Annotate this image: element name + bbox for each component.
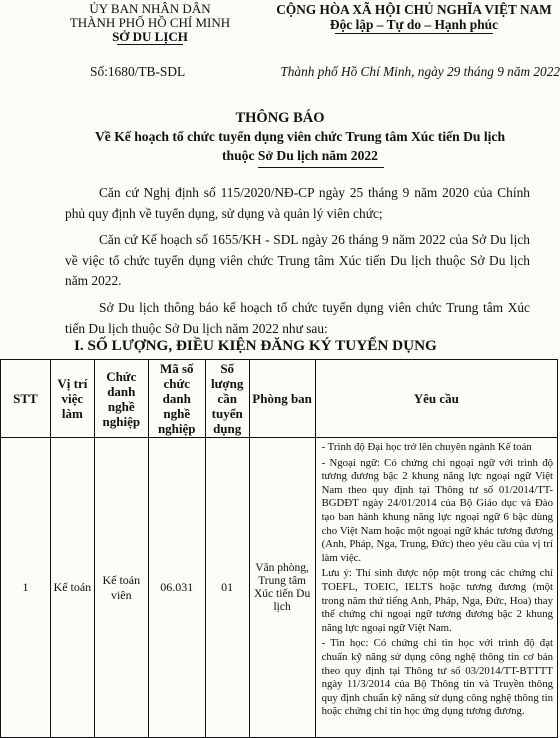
section-heading: I. SỐ LƯỢNG, ĐIỀU KIỆN ĐĂNG KÝ TUYỂN DỤNG (74, 337, 437, 354)
issuer-line1: ỦY BAN NHÂN DÂN (89, 1, 211, 16)
table-header-row (1, 360, 558, 438)
cell-department: Văn phòng, Trung tâm Xúc tiến Du lịch (249, 438, 315, 738)
requirement-foreign-language: - Ngoại ngữ: Có chứng chỉ ngoại ngữ với trình độ tương đương bậc 2 khung năng lực ngoại ngữ Việt Nam theo quy định tại Thông tư số 01/2014/TT-BGDĐT ngày 24/01/2014 của Bộ Giáo dục và Đào tạo ban hành khung năng lực ngoại ngữ 6 bậc dùng cho Việt Nam hoặc một ngoại ngữ khác tương đương (Anh, Pháp, Nga, Trung, Đức) theo yêu cầu của vị trí làm việc. (321, 456, 553, 564)
notice-subtitle-1: Về Kế hoạch tổ chức tuyển dụng viên chức Trung tâm Xúc tiến Du lịch (94, 129, 506, 144)
cell-stt: 1 (1, 438, 51, 738)
requirement-note: Lưu ý: Thí sinh được nộp một trong các chứng chỉ TOEFL, TOEIC, IELTS hoặc tương đương (một trong năm thứ tiếng Anh, Pháp, Nga, Đức, Hoa) thay thế chứng chỉ ngoại ngữ tương đương bậc 2 khung năng lực ngoại ngữ Việt Nam. (321, 567, 553, 634)
notice-subtitle-2: thuộc Sở Du lịch năm 2022 (222, 148, 378, 163)
country-name: CỘNG HÒA XÃ HỘI CHỦ NGHĨA VIỆT NAM (276, 2, 552, 17)
cell-requirements (315, 438, 557, 738)
requirement-education: - Trình độ Đại học trở lên chuyên ngành Kế toán (321, 441, 532, 453)
header-requirements: Yêu cầu (315, 360, 557, 438)
document-number: Số:1680/TB-SDL (90, 64, 186, 79)
requirement-it: - Tin học: Có chứng chỉ tin học với trình độ đạt chuẩn kỹ năng sử dụng công nghệ thông tin cơ bản theo quy định tại Thông tư số 03/2014/TT-BTTTT ngày 11/3/2014 của Bộ Thông tin và Truyền thông quy định chuẩn kỹ năng sử dụng công nghệ thông tin hoặc chứng chỉ tin học ứng dụng tương đương. (321, 637, 553, 718)
notice-title: THÔNG BÁO (235, 110, 325, 126)
cell-quantity: 01 (205, 438, 249, 738)
motto-underline (335, 33, 493, 34)
announcement-paragraph: Sở Du lịch thông báo kế hoạch tổ chức tuyển dụng viên chức Trung tâm Xúc tiến Du lịch thuộc Sở Du lịch năm 2022 như sau: (65, 300, 530, 336)
issue-date: Thành phố Hồ Chí Minh, ngày 29 tháng 9 năm 2022 (280, 64, 560, 79)
motto: Độc lập – Tự do – Hạnh phúc (329, 17, 499, 32)
header-department: Phòng ban (249, 360, 315, 438)
header-title: Chức danh nghề nghiệp (94, 360, 148, 438)
title-underline (258, 167, 384, 168)
header-position: Vị trí việc làm (50, 360, 94, 438)
national-motto-block (268, 2, 560, 34)
header-quantity: Số lượng cần tuyển dụng (205, 360, 249, 438)
issuer-line3: SỞ DU LỊCH (112, 29, 188, 44)
issuer-block (50, 2, 250, 45)
recruitment-table (0, 359, 558, 738)
cell-title: Kế toán viên (94, 438, 148, 738)
cell-position: Kế toán (50, 438, 94, 738)
legal-basis-1: Căn cứ Nghị định số 115/2020/NĐ-CP ngày 25 tháng 9 năm 2020 của Chính phủ quy định về tuyển dụng, sử dụng và quản lý viên chức; (65, 185, 530, 221)
issuer-line2: THÀNH PHỐ HỒ CHÍ MINH (69, 15, 231, 30)
header-code: Mã số chức danh nghề nghiệp (148, 360, 205, 438)
table-row (1, 438, 558, 738)
cell-code: 06.031 (148, 438, 205, 738)
issuer-underline (117, 44, 183, 45)
header-stt: STT (1, 360, 51, 438)
legal-basis-2: Căn cứ Kế hoạch số 1655/KH - SDL ngày 26 tháng 9 năm 2022 của Sở Du lịch về việc tổ chức tuyển dụng viên chức Trung tâm Xúc tiến Du lịch thuộc Sở Du lịch năm 2022. (65, 232, 530, 288)
